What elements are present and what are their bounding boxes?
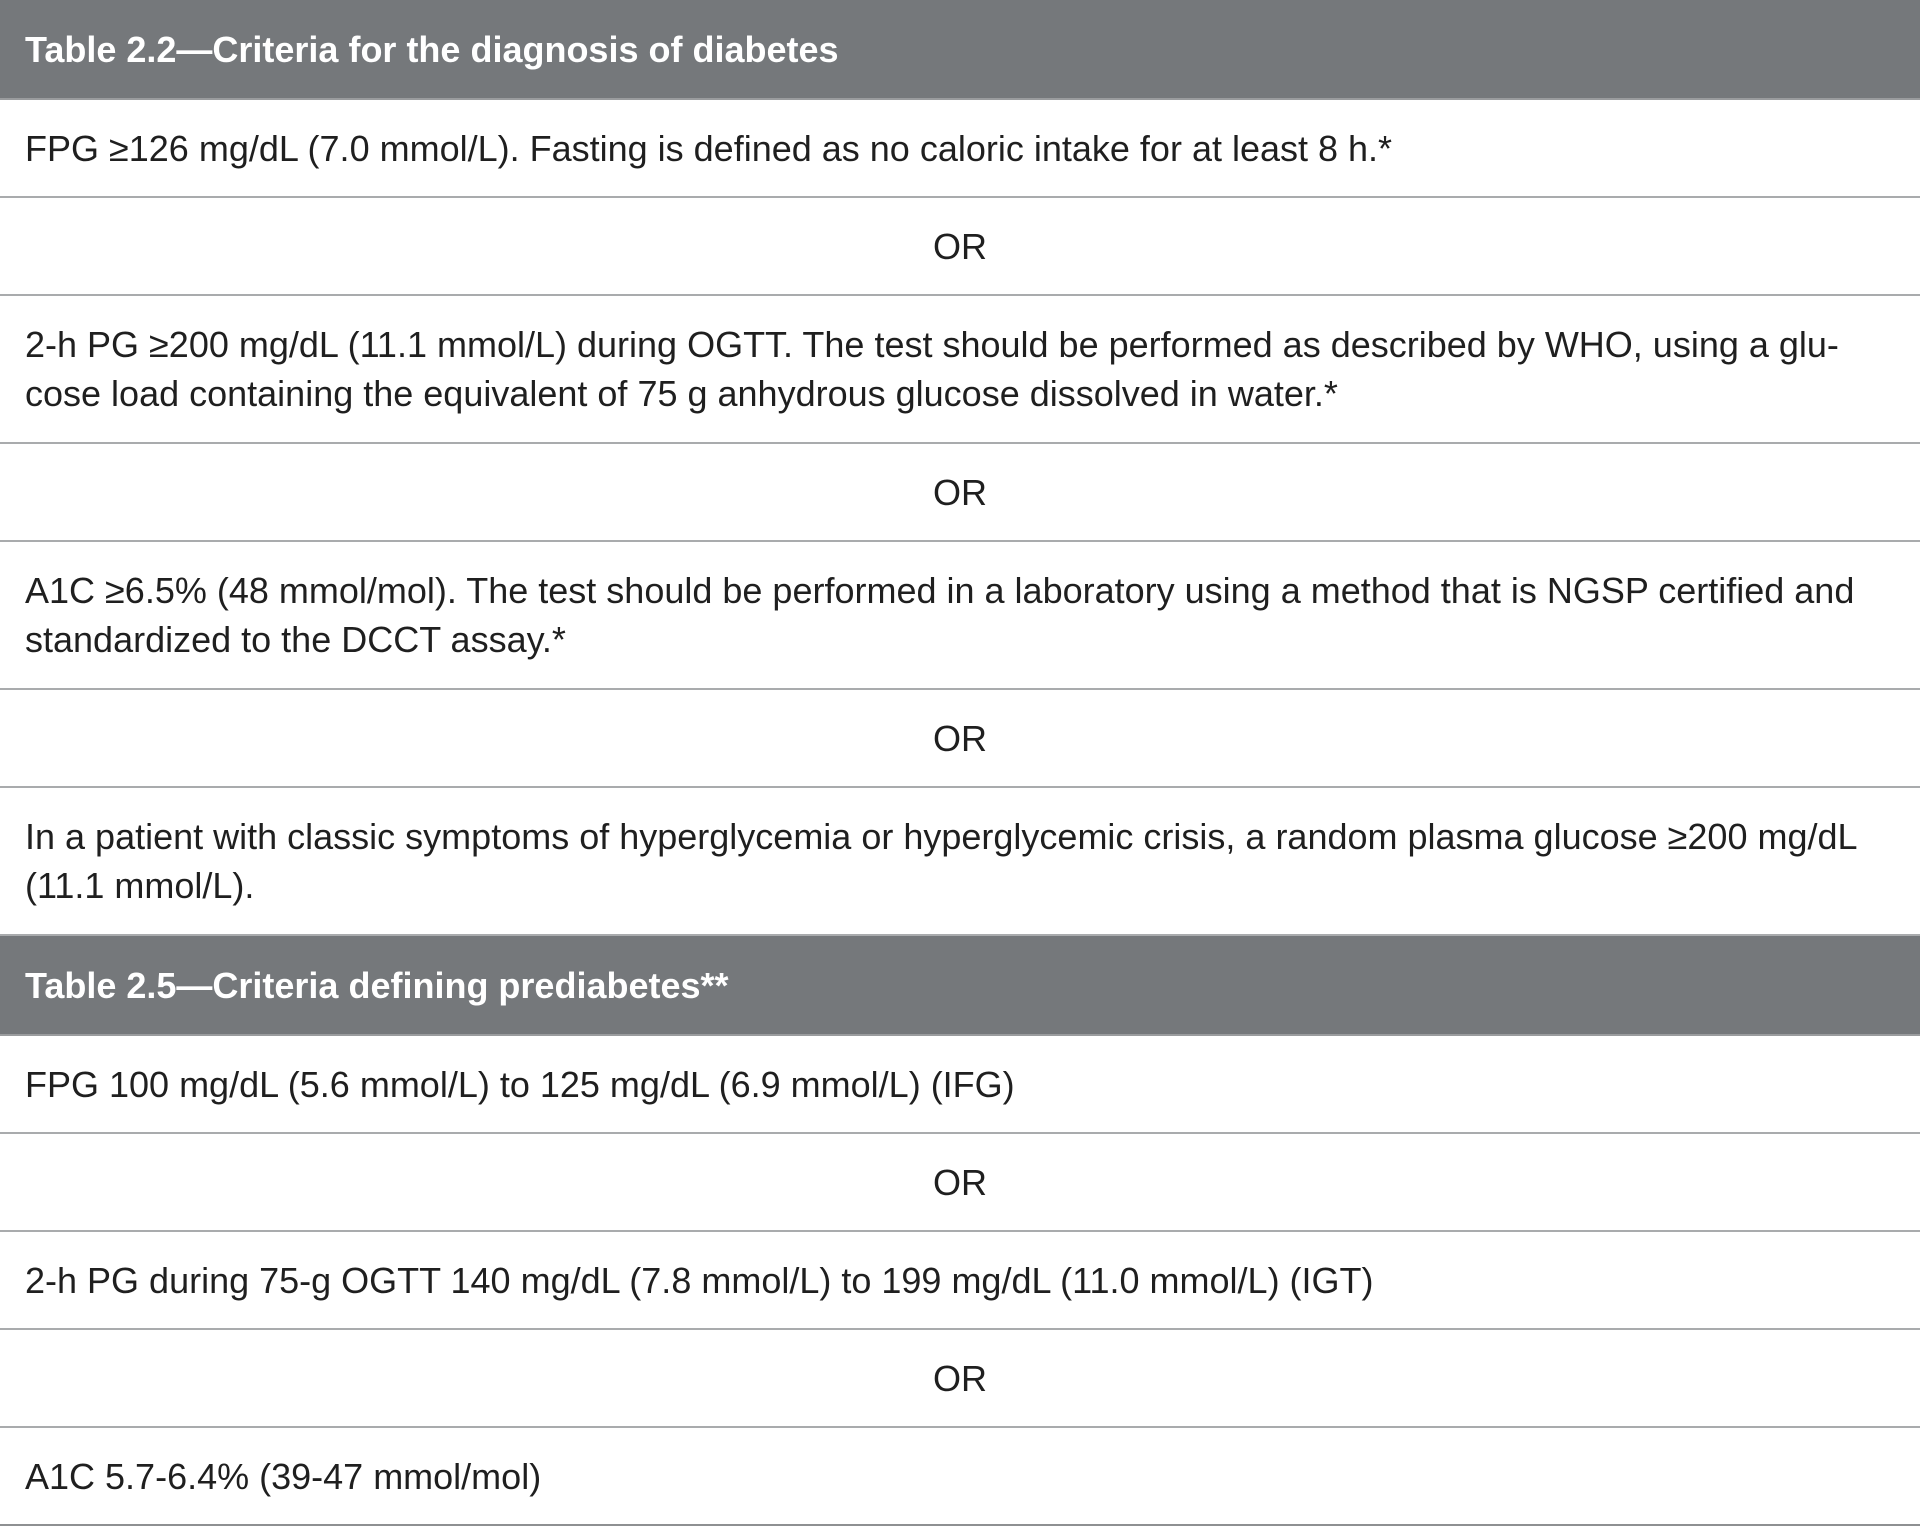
criterion-a1c-prediabetes: A1C 5.7-6.4% (39-47 mmol/mol): [25, 1455, 542, 1497]
criterion-random-glucose: In a patient with classic symptoms of hyperglycemia or hyperglycemic crisis, a random plasma glucose ≥200 mg/dL (11.1 mmol/L).: [25, 816, 1857, 906]
table-2-2-title: Table 2.2—Criteria for the diagnosis of diabetes: [25, 28, 839, 70]
table-row: [0, 1428, 1920, 1526]
or-connector: OR: [933, 225, 987, 267]
or-connector: OR: [933, 471, 987, 513]
or-connector: OR: [933, 717, 987, 759]
table-row-or: [0, 444, 1920, 542]
table-2-2-header: [0, 0, 1920, 100]
table-row: [0, 1232, 1920, 1330]
criterion-a1c: A1C ≥6.5% (48 mmol/mol). The test should be performed in a laboratory using a method that is NGSP certified and standardized to the DCCT assay.*: [25, 570, 1855, 660]
table-row: [0, 788, 1920, 936]
criterion-ifg: FPG 100 mg/dL (5.6 mmol/L) to 125 mg/dL (6.9 mmol/L) (IFG): [25, 1063, 1015, 1105]
table-row-or: [0, 198, 1920, 296]
table-row-or: [0, 690, 1920, 788]
criterion-fpg: FPG ≥126 mg/dL (7.0 mmol/L). Fasting is defined as no caloric intake for at least 8 h.*: [25, 127, 1393, 169]
table-row: [0, 296, 1920, 444]
table-2-5-header: [0, 936, 1920, 1036]
table-2-5-title: Table 2.5—Criteria defining prediabetes**: [25, 964, 729, 1006]
criterion-igt: 2-h PG during 75-g OGTT 140 mg/dL (7.8 mmol/L) to 199 mg/dL (11.0 mmol/L) (IGT): [25, 1259, 1374, 1301]
table-row: [0, 1036, 1920, 1134]
table-row: [0, 100, 1920, 198]
table-row-or: [0, 1330, 1920, 1428]
criterion-ogtt: 2-h PG ≥200 mg/dL (11.1 mmol/L) during OGTT. The test should be performed as described by WHO, using a glu-cose load containing the equivalent of 75 g anhydrous glucose dissolved in water.*: [25, 324, 1839, 414]
or-connector: OR: [933, 1161, 987, 1203]
or-connector: OR: [933, 1357, 987, 1399]
table-row: [0, 542, 1920, 690]
table-row-or: [0, 1134, 1920, 1232]
